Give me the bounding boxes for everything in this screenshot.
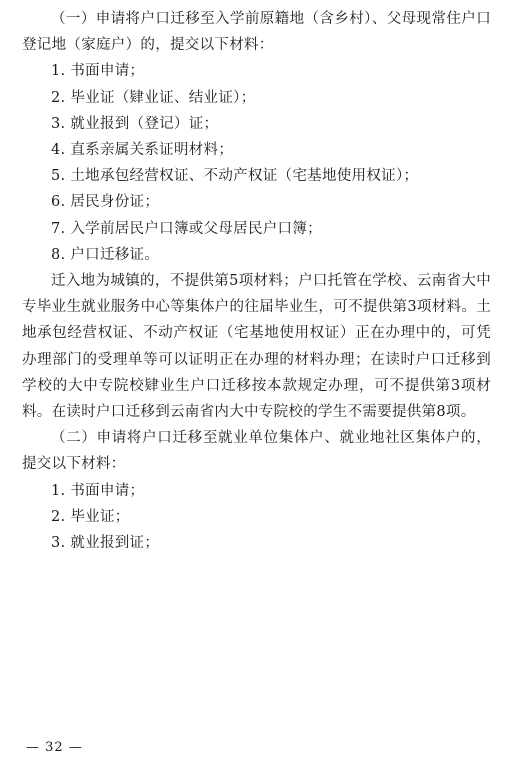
list-item: 1. 书面申请； — [51, 63, 145, 80]
page-number: — 32 — — [26, 740, 83, 755]
section1-heading: （一）申请将户口迁移至入学前原籍地（含乡村）、父母现常住户口登记地（家庭户）的，提交以下材料： — [22, 11, 491, 54]
section1-note: 迁入地为城镇的，不提供第5项材料；户口托管在学校、云南省大中专毕业生就业服务中心等集体户的往届毕业生，可不提供第3项材料。土地承包经营权证、不动产权证（宅基地使用权证）正在办理中的，可凭办理部门的受理单等可以证明正在办理的材料办理；在读时户口迁移到学校的大中专院校肄业生户口迁移按本款规定办理，可不提供第3项材料。在读时户口迁移到云南省内大中专院校的学生不需要提供第8项。 — [22, 273, 491, 421]
list-item: 8. 户口迁移证。 — [51, 246, 160, 263]
list-item: 3. 就业报到证； — [51, 535, 160, 552]
list-item: 7. 入学前居民户口簿或父母居民户口簿； — [51, 220, 322, 237]
list-item: 4. 直系亲属关系证明材料； — [51, 142, 234, 159]
list-item: 2. 毕业证； — [51, 508, 130, 525]
list-item: 3. 就业报到（登记）证； — [51, 115, 219, 132]
section2-heading: （二）申请将户口迁移至就业单位集体户、就业地社区集体户的，提交以下材料： — [22, 430, 491, 473]
section2-list — [22, 478, 491, 557]
list-item: 1. 书面申请； — [51, 482, 145, 499]
list-item: 6. 居民身份证； — [51, 194, 160, 211]
list-item: 5. 土地承包经营权证、不动产权证（宅基地使用权证）； — [51, 168, 419, 185]
section1-list — [22, 58, 491, 268]
list-item: 2. 毕业证（肄业证、结业证）； — [51, 89, 256, 106]
